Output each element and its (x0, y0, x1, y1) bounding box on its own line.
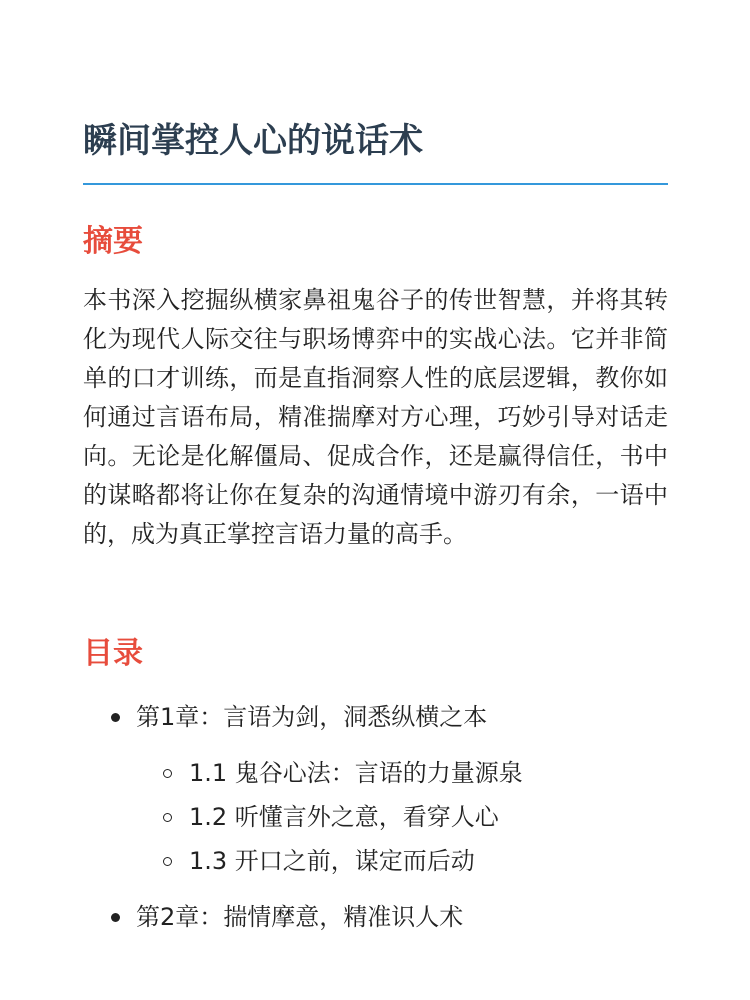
bullet-dot (111, 913, 120, 922)
toc-section-label: 1.1 鬼谷心法：言语的力量源泉 (189, 759, 523, 787)
bullet-circle (163, 813, 172, 822)
toc-chapter-label: 第2章：揣情摩意，精准识人术 (136, 903, 464, 931)
abstract-heading: 摘要 (83, 224, 143, 259)
bullet-circle (163, 769, 172, 778)
toc-chapter-label: 第1章：言语为剑，洞悉纵横之本 (136, 703, 488, 731)
page-title: 瞬间掌控人心的说话术 (83, 121, 423, 161)
bullet-circle (163, 857, 172, 866)
title-divider (83, 183, 668, 185)
abstract-paragraph: 本书深入挖掘纵横家鼻祖鬼谷子的传世智慧，并将其转化为现代人际交往与职场博弈中的实战心法。它并非简单的口才训练，而是直指洞察人性的底层逻辑，教你如何通过言语布局，精准揣摩对方心理，巧妙引导对话走向。无论是化解僵局、促成合作，还是赢得信任，书中的谋略都将让你在复杂的沟通情境中游刃有余，一语中的，成为真正掌控言语力量的高手。 (83, 286, 668, 548)
toc-section-label: 1.2 听懂言外之意，看穿人心 (189, 803, 499, 831)
toc-section-label: 1.3 开口之前，谋定而后动 (189, 847, 475, 875)
toc-heading: 目录 (83, 636, 143, 671)
bullet-dot (111, 713, 120, 722)
